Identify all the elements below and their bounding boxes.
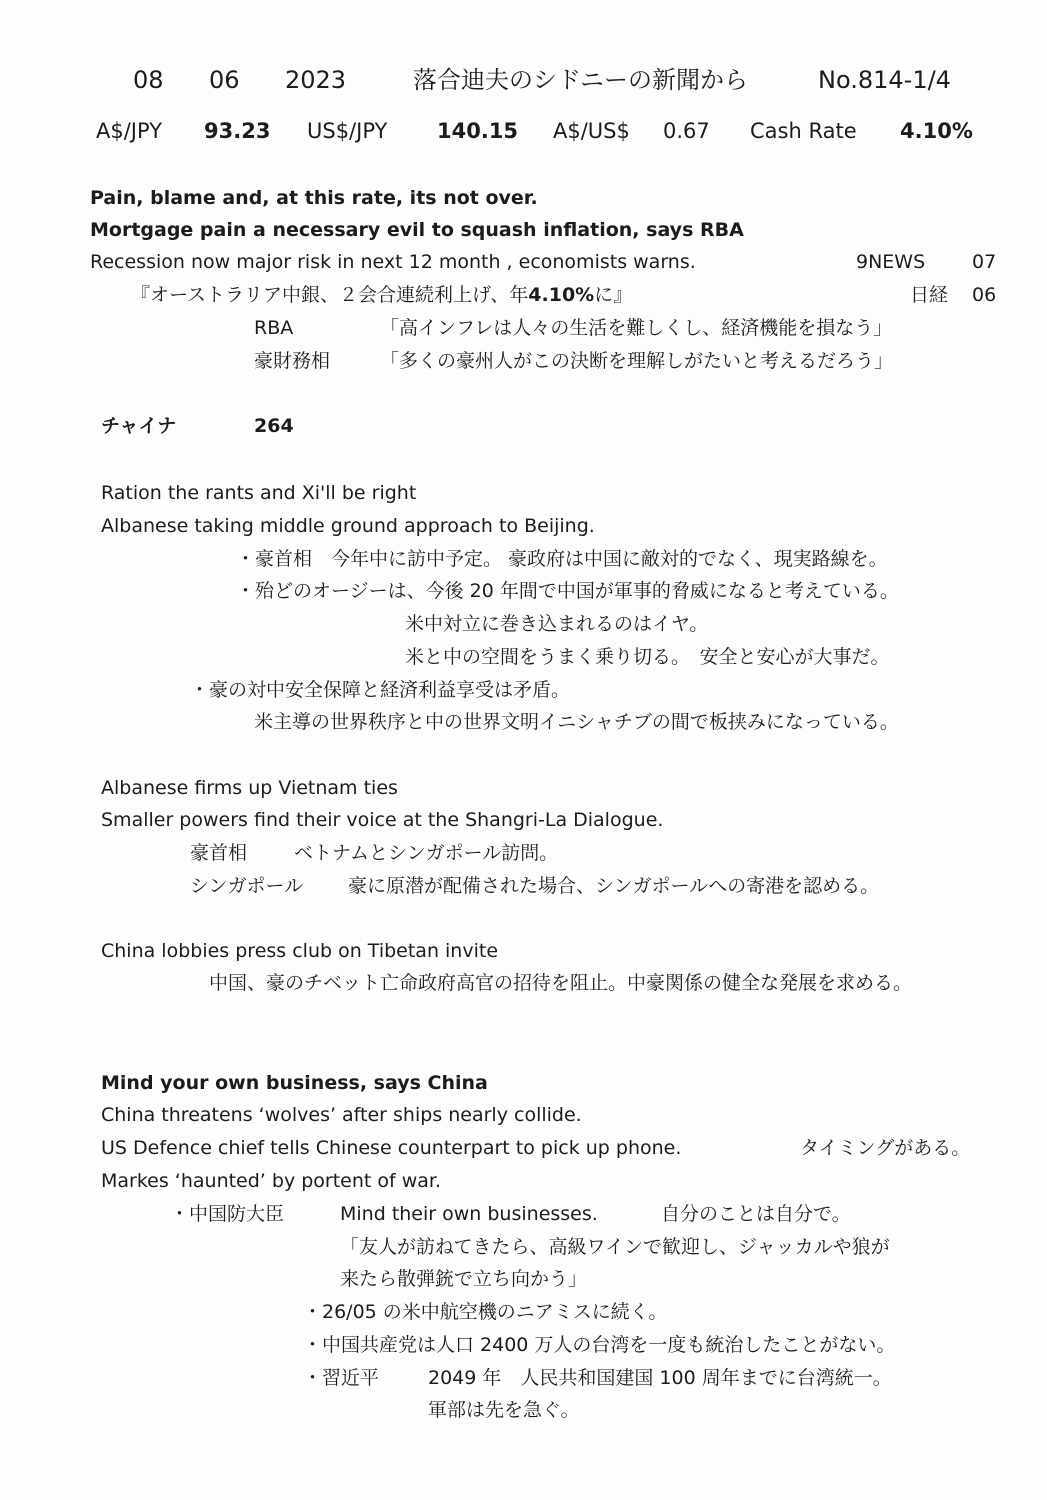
s5-bullet3-line2: 軍部は先を急ぐ。: [428, 1399, 580, 1421]
s2-headline1: Ration the rants and Xi'll be right: [101, 482, 417, 504]
s5-quote-line1: 「友人が訪ねてきたら、高級ワインで歓迎し、ジャッカルや狼が: [340, 1236, 890, 1258]
s1-line3-date: 07: [972, 251, 997, 273]
header-number: No.814-1/4: [818, 66, 951, 94]
s1-quote1-text: 「高インフレは人々の生活を難しくし、経済機能を損なう」: [380, 317, 893, 339]
s4-text: 中国、豪のチベット亡命政府高官の招待を阻止。中豪関係の健全な発展を求める。: [209, 972, 913, 994]
china-count: 264: [254, 415, 294, 437]
s3-item1-label: 豪首相: [190, 842, 248, 864]
s4-headline1: China lobbies press club on Tibetan invite: [101, 940, 499, 962]
rate-value-aud-usd: 0.67: [663, 119, 710, 143]
rate-value-aud-jpy: 93.23: [204, 119, 271, 143]
rate-value-cash-rate: 4.10%: [900, 119, 973, 143]
s5-bullet3-label: ・習近平: [303, 1367, 380, 1389]
s5-bullet3-text: 2049 年 人民共和国建国 100 周年までに台湾統一。: [428, 1367, 892, 1389]
s3-item2-label: シンガポール: [190, 875, 304, 897]
s2-bullet2: ・殆どのオージーは、今後 20 年間で中国が軍事的脅威になると考えている。: [236, 580, 899, 602]
header-year: 2023: [285, 66, 347, 94]
s5-minister-text: Mind their own businesses.: [340, 1203, 598, 1225]
s5-minister-label: ・中国防大臣: [170, 1203, 285, 1225]
s5-minister-note: 自分のことは自分で。: [661, 1203, 851, 1225]
s5-line4: Markes ‘haunted’ by portent of war.: [101, 1170, 442, 1192]
s1-line4-pre: 『オーストラリア中銀、２会合連続利上げ、年: [131, 284, 529, 306]
rate-label-cash-rate: Cash Rate: [750, 119, 857, 143]
s1-line3-source: 9NEWS: [856, 251, 926, 273]
rate-label-aud-usd: A$/US$: [553, 119, 630, 143]
s1-headline2: Mortgage pain a necessary evil to squash inflation, says RBA: [90, 219, 744, 241]
header-title: 落合迪夫のシドニーの新聞から: [413, 66, 749, 94]
s1-line4-rate: 4.10%: [528, 284, 595, 306]
s5-line3: US Defence chief tells Chinese counterpart to pick up phone.: [101, 1137, 682, 1159]
rate-label-aud-jpy: A$/JPY: [96, 119, 163, 143]
rate-value-usd-jpy: 140.15: [437, 119, 519, 143]
s2-bullet3: ・豪の対中安全保障と経済利益享受は矛盾。: [190, 679, 571, 701]
s3-headline1: Albanese firms up Vietnam ties: [101, 777, 398, 799]
china-label: チャイナ: [101, 415, 177, 437]
s1-headline1: Pain, blame and, at this rate, its not over.: [90, 187, 538, 209]
s5-bullet1: ・26/05 の米中航空機のニアミスに続く。: [303, 1301, 668, 1323]
s1-quote2-speaker: 豪財務相: [254, 350, 331, 372]
header-day: 08: [133, 66, 164, 94]
s5-quote-line2: 来たら散弾銃で立ち向かう」: [340, 1268, 588, 1290]
s5-line2: China threatens ‘wolves’ after ships nearly collide.: [101, 1104, 582, 1126]
s1-line3: Recession now major risk in next 12 month , economists warns.: [90, 251, 696, 273]
s2-bullet3-line2: 米主導の世界秩序と中の世界文明イニシャチブの間で板挟みになっている。: [254, 711, 899, 733]
s3-item2-text: 豪に原潜が配備された場合、シンガポールへの寄港を認める。: [348, 875, 880, 897]
s1-line4-date: 06: [972, 284, 997, 306]
s2-bullet2-line3: 米と中の空間をうまく乗り切る。 安全と安心が大事だ。: [405, 646, 890, 668]
s2-bullet2-line2: 米中対立に巻き込まれるのはイヤ。: [405, 613, 709, 635]
s1-line4-source: 日経: [910, 284, 949, 306]
s5-bullet2: ・中国共産党は人口 2400 万人の台湾を一度も統治したことがない。: [303, 1334, 896, 1356]
rate-label-usd-jpy: US$/JPY: [307, 119, 388, 143]
s3-item1-text: ベトナムとシンガポール訪問。: [294, 842, 559, 864]
s2-headline2: Albanese taking middle ground approach to Beijing.: [101, 515, 595, 537]
s1-line4: [131, 282, 632, 308]
header-month: 06: [209, 66, 240, 94]
s2-bullet1: ・豪首相 今年中に訪中予定。 豪政府は中国に敵対的でなく、現実路線を。: [236, 548, 888, 570]
s5-line3-note: タイミングがある。: [800, 1137, 971, 1159]
s1-line4-post: に』: [594, 284, 633, 306]
s5-headline1: Mind your own business, says China: [101, 1072, 488, 1094]
s1-quote1-speaker: RBA: [254, 317, 294, 339]
s1-quote2-text: 「多くの豪州人がこの決断を理解しがたいと考えるだろう」: [380, 350, 894, 372]
s3-headline2: Smaller powers find their voice at the Shangri-La Dialogue.: [101, 809, 664, 831]
